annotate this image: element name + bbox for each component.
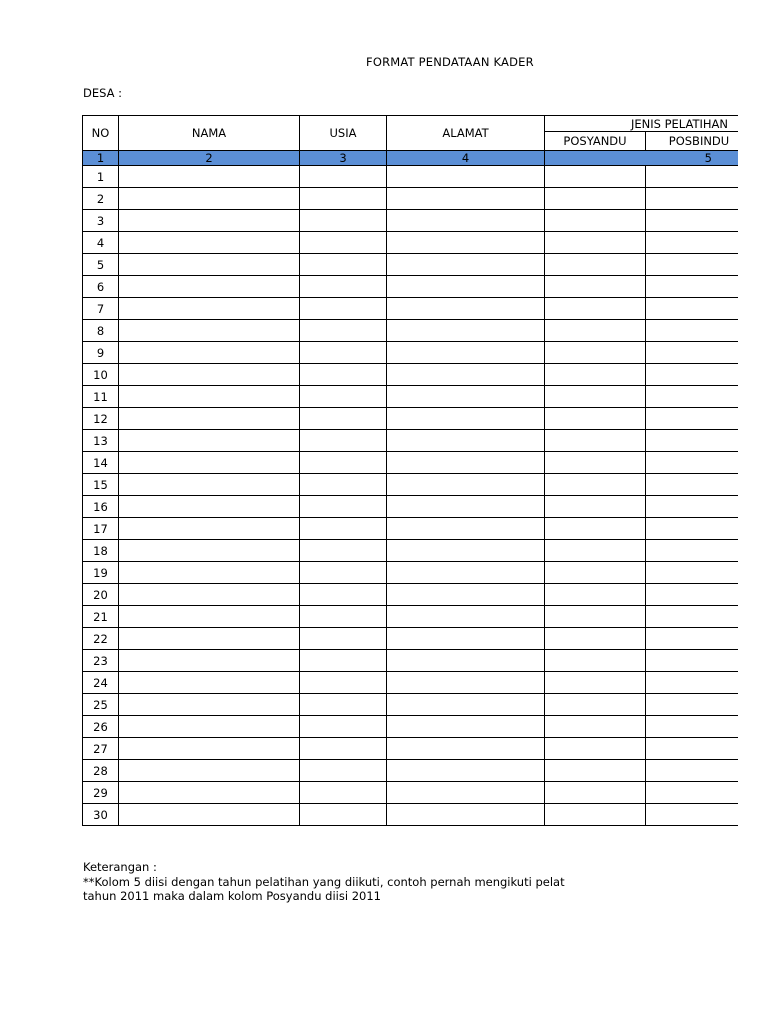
cell-nama[interactable] xyxy=(119,782,300,804)
cell-alamat[interactable] xyxy=(387,694,545,716)
cell-posyandu[interactable] xyxy=(545,540,646,562)
cell-alamat[interactable] xyxy=(387,496,545,518)
table-row xyxy=(83,584,739,606)
table-row xyxy=(83,782,739,804)
cell-posyandu[interactable] xyxy=(545,254,646,276)
cell-posyandu[interactable] xyxy=(545,364,646,386)
cell-usia[interactable] xyxy=(300,804,387,826)
cell-usia[interactable] xyxy=(300,430,387,452)
cell-nama[interactable] xyxy=(119,276,300,298)
cell-usia[interactable] xyxy=(300,364,387,386)
cell-posyandu[interactable] xyxy=(545,474,646,496)
document-title: FORMAT PENDATAAN KADER xyxy=(366,55,534,69)
cell-usia[interactable] xyxy=(300,166,387,188)
cell-posyandu[interactable] xyxy=(545,276,646,298)
cell-nama[interactable] xyxy=(119,760,300,782)
cell-alamat[interactable] xyxy=(387,166,545,188)
row-number: 7 xyxy=(83,298,119,320)
cell-alamat[interactable] xyxy=(387,562,545,584)
cell-posbindu[interactable] xyxy=(646,496,739,518)
table-row xyxy=(83,342,739,364)
cell-posyandu[interactable] xyxy=(545,430,646,452)
cell-posyandu[interactable] xyxy=(545,606,646,628)
table-row xyxy=(83,430,739,452)
cell-posbindu[interactable] xyxy=(646,562,739,584)
cell-posyandu[interactable] xyxy=(545,298,646,320)
cell-usia[interactable] xyxy=(300,496,387,518)
cell-usia[interactable] xyxy=(300,452,387,474)
header-posyandu: POSYANDU xyxy=(545,132,646,151)
cell-posbindu[interactable] xyxy=(646,386,739,408)
cell-posbindu[interactable] xyxy=(646,672,739,694)
table-row xyxy=(83,562,739,584)
row-number: 14 xyxy=(83,452,119,474)
cell-alamat[interactable] xyxy=(387,210,545,232)
cell-posyandu[interactable] xyxy=(545,188,646,210)
cell-alamat[interactable] xyxy=(387,298,545,320)
row-number: 28 xyxy=(83,760,119,782)
table-row xyxy=(83,254,739,276)
cell-alamat[interactable] xyxy=(387,320,545,342)
row-number: 19 xyxy=(83,562,119,584)
row-number: 16 xyxy=(83,496,119,518)
cell-posbindu[interactable] xyxy=(646,342,739,364)
cell-alamat[interactable] xyxy=(387,584,545,606)
cell-posyandu[interactable] xyxy=(545,386,646,408)
row-number: 18 xyxy=(83,540,119,562)
cell-nama[interactable] xyxy=(119,188,300,210)
cell-posbindu[interactable] xyxy=(646,474,739,496)
row-number: 21 xyxy=(83,606,119,628)
row-number: 26 xyxy=(83,716,119,738)
row-number: 27 xyxy=(83,738,119,760)
column-number-usia: 3 xyxy=(300,151,387,166)
cell-posyandu[interactable] xyxy=(545,320,646,342)
cell-nama[interactable] xyxy=(119,386,300,408)
cell-posbindu[interactable] xyxy=(646,364,739,386)
cell-nama[interactable] xyxy=(119,606,300,628)
cell-usia[interactable] xyxy=(300,232,387,254)
cell-alamat[interactable] xyxy=(387,540,545,562)
cell-posbindu[interactable] xyxy=(646,188,739,210)
cell-usia[interactable] xyxy=(300,738,387,760)
cell-posbindu[interactable] xyxy=(646,804,739,826)
cell-posbindu[interactable] xyxy=(646,694,739,716)
cell-nama[interactable] xyxy=(119,298,300,320)
row-number: 17 xyxy=(83,518,119,540)
table-row xyxy=(83,540,739,562)
cell-nama[interactable] xyxy=(119,364,300,386)
cell-posbindu[interactable] xyxy=(646,408,739,430)
cell-posbindu[interactable] xyxy=(646,452,739,474)
cell-alamat[interactable] xyxy=(387,716,545,738)
table-row xyxy=(83,364,739,386)
cell-posbindu[interactable] xyxy=(646,738,739,760)
cell-posyandu[interactable] xyxy=(545,650,646,672)
table-row xyxy=(83,606,739,628)
cell-posyandu[interactable] xyxy=(545,760,646,782)
cell-alamat[interactable] xyxy=(387,254,545,276)
cell-alamat[interactable] xyxy=(387,782,545,804)
header-nama: NAMA xyxy=(119,116,300,151)
column-number-nama: 2 xyxy=(119,151,300,166)
table-row xyxy=(83,210,739,232)
column-number-jenis: 5 xyxy=(545,151,739,166)
column-number-row xyxy=(83,151,739,166)
cell-usia[interactable] xyxy=(300,408,387,430)
table-row xyxy=(83,298,739,320)
table-row xyxy=(83,452,739,474)
cell-nama[interactable] xyxy=(119,408,300,430)
cell-posbindu[interactable] xyxy=(646,628,739,650)
row-number: 1 xyxy=(83,166,119,188)
table-row xyxy=(83,496,739,518)
cell-alamat[interactable] xyxy=(387,650,545,672)
cell-usia[interactable] xyxy=(300,210,387,232)
cell-usia[interactable] xyxy=(300,254,387,276)
cell-nama[interactable] xyxy=(119,496,300,518)
cell-usia[interactable] xyxy=(300,628,387,650)
cell-alamat[interactable] xyxy=(387,452,545,474)
cell-posbindu[interactable] xyxy=(646,606,739,628)
row-number: 20 xyxy=(83,584,119,606)
row-number: 3 xyxy=(83,210,119,232)
row-number: 30 xyxy=(83,804,119,826)
cell-usia[interactable] xyxy=(300,760,387,782)
table-row xyxy=(83,738,739,760)
row-number: 13 xyxy=(83,430,119,452)
cell-alamat[interactable] xyxy=(387,606,545,628)
cell-nama[interactable] xyxy=(119,584,300,606)
notes-section xyxy=(83,860,743,904)
cell-nama[interactable] xyxy=(119,672,300,694)
notes-line-1: **Kolom 5 diisi dengan tahun pelatihan yang diikuti, contoh pernah mengikuti pelat xyxy=(83,874,565,889)
cell-posbindu[interactable] xyxy=(646,166,739,188)
cell-alamat[interactable] xyxy=(387,364,545,386)
cell-posyandu[interactable] xyxy=(545,342,646,364)
cell-posyandu[interactable] xyxy=(545,408,646,430)
row-number: 22 xyxy=(83,628,119,650)
table-row xyxy=(83,694,739,716)
cell-nama[interactable] xyxy=(119,518,300,540)
cell-nama[interactable] xyxy=(119,254,300,276)
cell-alamat[interactable] xyxy=(387,342,545,364)
row-number: 8 xyxy=(83,320,119,342)
cell-nama[interactable] xyxy=(119,452,300,474)
row-number: 6 xyxy=(83,276,119,298)
cell-alamat[interactable] xyxy=(387,804,545,826)
cell-nama[interactable] xyxy=(119,430,300,452)
cell-usia[interactable] xyxy=(300,782,387,804)
cadre-data-table-wrapper xyxy=(82,115,738,831)
row-number: 25 xyxy=(83,694,119,716)
cell-posyandu[interactable] xyxy=(545,694,646,716)
cell-usia[interactable] xyxy=(300,650,387,672)
cell-usia[interactable] xyxy=(300,298,387,320)
table-row xyxy=(83,166,739,188)
row-number: 23 xyxy=(83,650,119,672)
table-row xyxy=(83,408,739,430)
header-no: NO xyxy=(83,116,119,151)
cell-usia[interactable] xyxy=(300,474,387,496)
cell-posbindu[interactable] xyxy=(646,298,739,320)
cell-posbindu[interactable] xyxy=(646,518,739,540)
cell-nama[interactable] xyxy=(119,540,300,562)
cell-usia[interactable] xyxy=(300,518,387,540)
cell-usia[interactable] xyxy=(300,606,387,628)
cell-alamat[interactable] xyxy=(387,672,545,694)
table-row xyxy=(83,716,739,738)
cell-posyandu[interactable] xyxy=(545,804,646,826)
header-alamat: ALAMAT xyxy=(387,116,545,151)
cell-posyandu[interactable] xyxy=(545,584,646,606)
table-row xyxy=(83,804,739,826)
cell-nama[interactable] xyxy=(119,320,300,342)
column-number-alamat: 4 xyxy=(387,151,545,166)
cell-posbindu[interactable] xyxy=(646,540,739,562)
cell-alamat[interactable] xyxy=(387,408,545,430)
cell-nama[interactable] xyxy=(119,342,300,364)
table-row xyxy=(83,320,739,342)
cell-usia[interactable] xyxy=(300,276,387,298)
cell-alamat[interactable] xyxy=(387,738,545,760)
cell-posyandu[interactable] xyxy=(545,166,646,188)
cell-usia[interactable] xyxy=(300,694,387,716)
cell-usia[interactable] xyxy=(300,540,387,562)
table-row xyxy=(83,628,739,650)
cell-posyandu[interactable] xyxy=(545,232,646,254)
cell-usia[interactable] xyxy=(300,716,387,738)
cell-posyandu[interactable] xyxy=(545,628,646,650)
table-row xyxy=(83,232,739,254)
cell-alamat[interactable] xyxy=(387,474,545,496)
cell-alamat[interactable] xyxy=(387,628,545,650)
cell-nama[interactable] xyxy=(119,628,300,650)
row-number: 29 xyxy=(83,782,119,804)
cell-usia[interactable] xyxy=(300,342,387,364)
cell-usia[interactable] xyxy=(300,188,387,210)
cell-posbindu[interactable] xyxy=(646,760,739,782)
table-row xyxy=(83,672,739,694)
row-number: 12 xyxy=(83,408,119,430)
cell-posyandu[interactable] xyxy=(545,452,646,474)
cell-posyandu[interactable] xyxy=(545,738,646,760)
cell-alamat[interactable] xyxy=(387,232,545,254)
row-number: 24 xyxy=(83,672,119,694)
row-number: 15 xyxy=(83,474,119,496)
table-row xyxy=(83,276,739,298)
row-number: 5 xyxy=(83,254,119,276)
desa-label: DESA : xyxy=(83,86,123,100)
notes-heading: Keterangan : xyxy=(83,860,157,874)
table-row xyxy=(83,474,739,496)
cell-posbindu[interactable] xyxy=(646,254,739,276)
notes-line-2: tahun 2011 maka dalam kolom Posyandu diisi 2011 xyxy=(83,889,381,903)
cell-posyandu[interactable] xyxy=(545,210,646,232)
cell-alamat[interactable] xyxy=(387,760,545,782)
cell-posbindu[interactable] xyxy=(646,320,739,342)
cell-nama[interactable] xyxy=(119,716,300,738)
cell-nama[interactable] xyxy=(119,738,300,760)
cell-alamat[interactable] xyxy=(387,430,545,452)
cell-usia[interactable] xyxy=(300,562,387,584)
cell-alamat[interactable] xyxy=(387,188,545,210)
cell-posbindu[interactable] xyxy=(646,782,739,804)
column-number-no: 1 xyxy=(83,151,119,166)
cell-usia[interactable] xyxy=(300,584,387,606)
cell-posbindu[interactable] xyxy=(646,210,739,232)
cell-nama[interactable] xyxy=(119,804,300,826)
header-jenis-pelatihan: JENIS PELATIHAN xyxy=(545,116,739,132)
cell-usia[interactable] xyxy=(300,672,387,694)
header-posbindu: POSBINDU xyxy=(646,132,739,151)
cell-posyandu[interactable] xyxy=(545,782,646,804)
cell-posbindu[interactable] xyxy=(646,716,739,738)
cell-nama[interactable] xyxy=(119,650,300,672)
cell-nama[interactable] xyxy=(119,166,300,188)
cell-nama[interactable] xyxy=(119,562,300,584)
cell-nama[interactable] xyxy=(119,694,300,716)
cell-posyandu[interactable] xyxy=(545,716,646,738)
cell-posbindu[interactable] xyxy=(646,430,739,452)
table-row xyxy=(83,650,739,672)
row-number: 4 xyxy=(83,232,119,254)
cell-posyandu[interactable] xyxy=(545,518,646,540)
table-row xyxy=(83,518,739,540)
row-number: 11 xyxy=(83,386,119,408)
row-number: 2 xyxy=(83,188,119,210)
row-number: 10 xyxy=(83,364,119,386)
cell-alamat[interactable] xyxy=(387,518,545,540)
cell-posyandu[interactable] xyxy=(545,672,646,694)
cell-posbindu[interactable] xyxy=(646,276,739,298)
cadre-data-table xyxy=(82,115,738,826)
header-row xyxy=(83,116,739,132)
cell-nama[interactable] xyxy=(119,210,300,232)
header-usia: USIA xyxy=(300,116,387,151)
cell-posyandu[interactable] xyxy=(545,496,646,518)
cell-alamat[interactable] xyxy=(387,276,545,298)
table-row xyxy=(83,386,739,408)
cell-alamat[interactable] xyxy=(387,386,545,408)
cell-nama[interactable] xyxy=(119,232,300,254)
cell-posbindu[interactable] xyxy=(646,232,739,254)
cell-posbindu[interactable] xyxy=(646,650,739,672)
table-row xyxy=(83,188,739,210)
cell-usia[interactable] xyxy=(300,386,387,408)
cell-posbindu[interactable] xyxy=(646,584,739,606)
cell-nama[interactable] xyxy=(119,474,300,496)
table-row xyxy=(83,760,739,782)
cell-posyandu[interactable] xyxy=(545,562,646,584)
row-number: 9 xyxy=(83,342,119,364)
cell-usia[interactable] xyxy=(300,320,387,342)
